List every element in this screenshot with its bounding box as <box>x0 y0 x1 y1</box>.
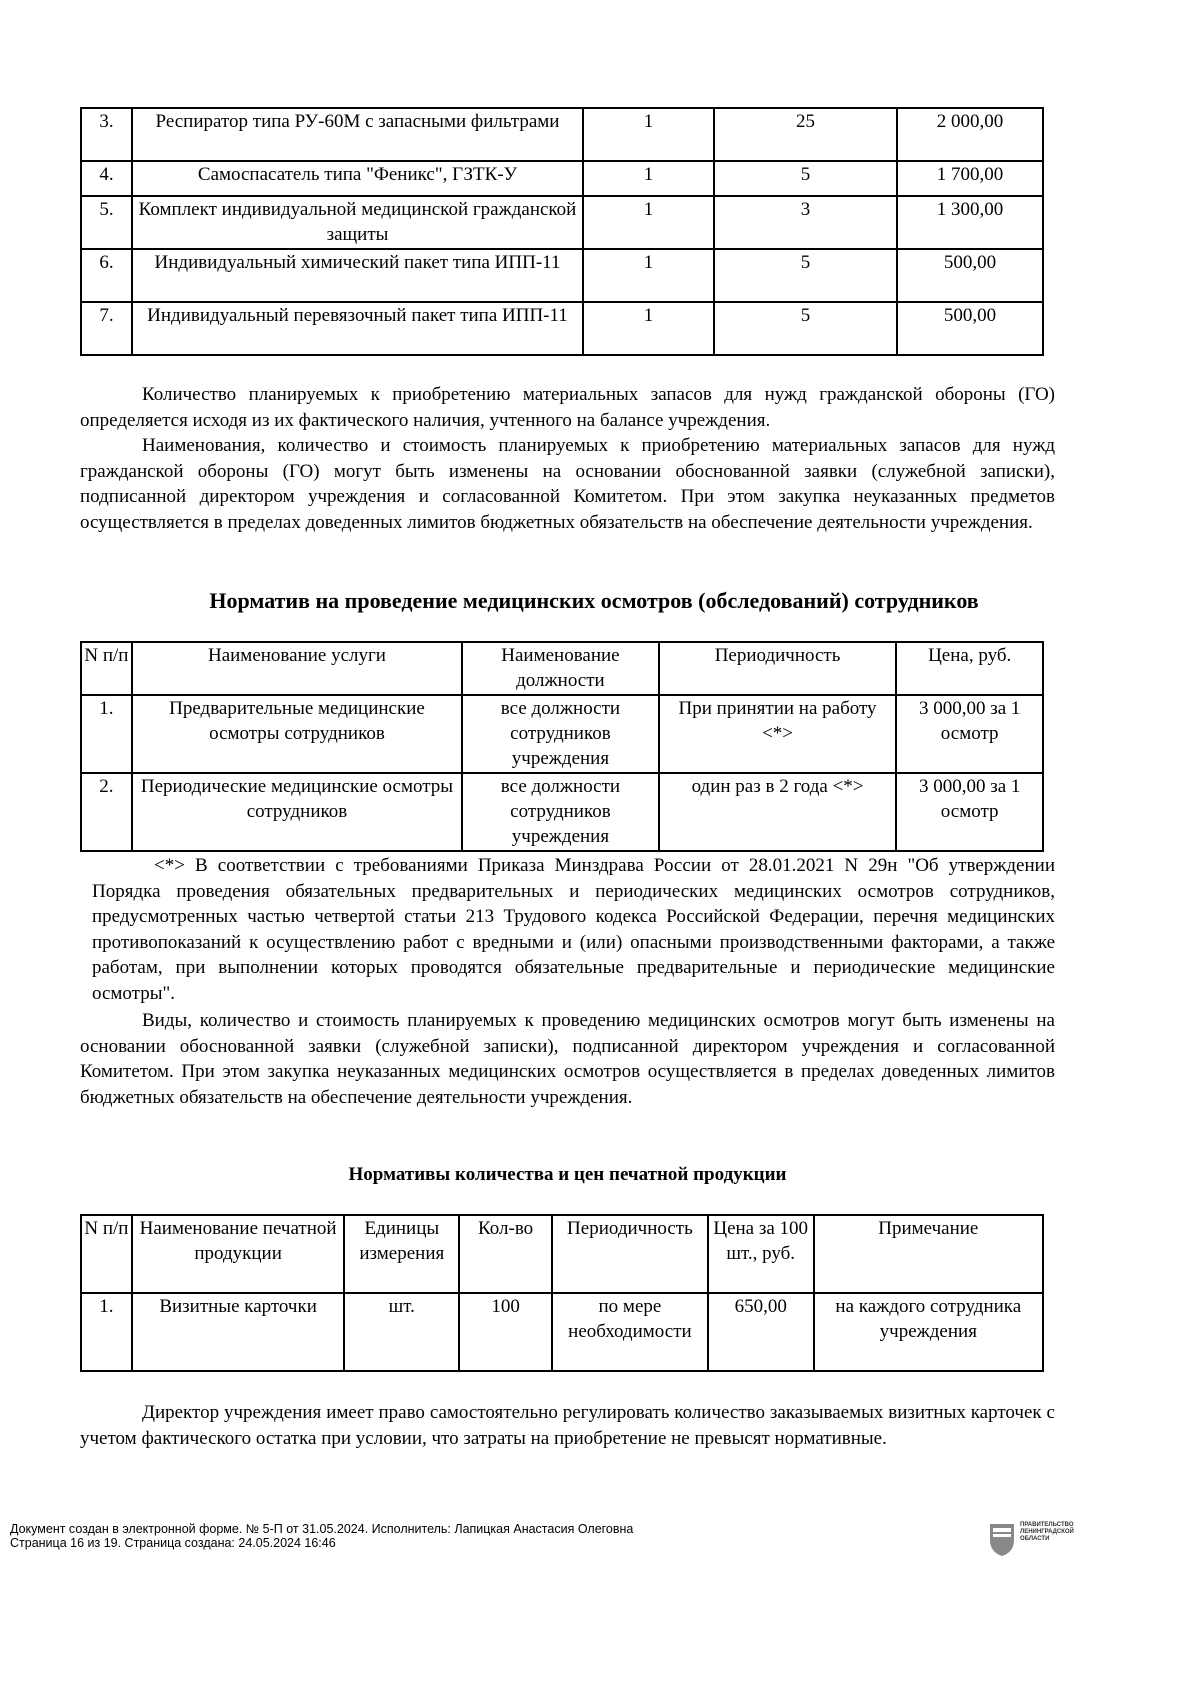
row-number: 3. <box>81 108 132 161</box>
footnote: <*> В соответствии с требованиями Приказа Минздрава России от 28.01.2021 N 29н "Об утверждении Порядка проведения обязательных предварительных и периодических медицинских осмотров сотрудников, предусмотренных частью четвертой статьи 213 Трудового кодекса Российской Федерации, перечня медицинских противопоказаний к осуществлению работ с вредными и (или) опасными производственными факторами, а также работам, при выполнении которых проводятся обязательные предварительные и периодические медицинские осмотры". <box>92 855 1055 1004</box>
civil-defense-table <box>80 107 1044 356</box>
service-name: Предварительные медицинские осмотры сотрудников <box>132 695 462 773</box>
column-header: Примечание <box>814 1215 1043 1293</box>
paragraph-medical-changes: Виды, количество и стоимость планируемых к проведению медицинских осмотров могут быть изменены на основании обоснованной заявки (служебной записки), подписанной директором учреждения и согласованной Комитетом. При этом закупка неуказанных медицинских осмотров осуществляется в пределах доведенных лимитов бюджетных обязательств на обеспечение деятельности учреждения. <box>80 1010 1055 1108</box>
service-price: 3 000,00 за 1 осмотр <box>896 695 1043 773</box>
item-value: 25 <box>714 108 897 161</box>
service-name: Периодические медицинские осмотры сотрудников <box>132 773 462 851</box>
column-header: Цена, руб. <box>896 642 1043 695</box>
item-price: 500,00 <box>897 249 1043 302</box>
column-header: Цена за 100 шт., руб. <box>708 1215 814 1293</box>
column-header: Наименование печатной продукции <box>132 1215 345 1293</box>
column-header: N п/п <box>81 642 132 695</box>
item-name: Самоспасатель типа "Феникс", ГЗТК-У <box>132 161 583 196</box>
medical-exam-table <box>80 641 1044 852</box>
position-name: все должности сотрудников учреждения <box>462 695 659 773</box>
table-row <box>81 249 1043 302</box>
item-value: 5 <box>714 161 897 196</box>
item-price: 1 700,00 <box>897 161 1043 196</box>
row-number: 1. <box>81 695 132 773</box>
item-name: Респиратор типа РУ-60М с запасными фильтрами <box>132 108 583 161</box>
paragraph-business-cards: Директор учреждения имеет право самостоятельно регулировать количество заказываемых визитных карточек с учетом фактического остатка при условии, что затраты на приобретение не превысят нормативные. <box>80 1402 1055 1449</box>
item-value: 1 <box>583 302 714 355</box>
column-header: Периодичность <box>659 642 897 695</box>
table-header-row <box>81 642 1043 695</box>
row-number: 2. <box>81 773 132 851</box>
service-price: 3 000,00 за 1 осмотр <box>896 773 1043 851</box>
row-number: 1. <box>81 1293 132 1371</box>
item-price: 1 300,00 <box>897 196 1043 249</box>
product-note: на каждого сотрудника учреждения <box>814 1293 1043 1371</box>
section-heading-medical: Норматив на проведение медицинских осмотров (обследований) сотрудников <box>209 588 979 613</box>
item-value: 1 <box>583 249 714 302</box>
periodicity: При принятии на работу <*> <box>659 695 897 773</box>
column-header: Наименование услуги <box>132 642 462 695</box>
paragraph-quantity: Количество планируемых к приобретению материальных запасов для нужд гражданской обороны (ГО) определяется исходя из их фактического наличия, учтенного на балансе учреждения. <box>80 384 1055 431</box>
table-row <box>81 196 1043 249</box>
product-unit: шт. <box>344 1293 459 1371</box>
item-value: 1 <box>583 196 714 249</box>
position-name: все должности сотрудников учреждения <box>462 773 659 851</box>
product-quantity: 100 <box>459 1293 552 1371</box>
product-name: Визитные карточки <box>132 1293 345 1371</box>
item-value: 1 <box>583 108 714 161</box>
table-row <box>81 161 1043 196</box>
row-number: 7. <box>81 302 132 355</box>
table-row <box>81 695 1043 773</box>
periodicity: один раз в 2 года <*> <box>659 773 897 851</box>
item-price: 500,00 <box>897 302 1043 355</box>
item-price: 2 000,00 <box>897 108 1043 161</box>
section-heading-print: Нормативы количества и цен печатной продукции <box>348 1164 787 1185</box>
column-header: Кол-во <box>459 1215 552 1293</box>
logo-text: ПРАВИТЕЛЬСТВО ЛЕНИНГРАДСКОЙ ОБЛАСТИ <box>1020 1522 1074 1542</box>
product-price: 650,00 <box>708 1293 814 1371</box>
table-row <box>81 773 1043 851</box>
row-number: 5. <box>81 196 132 249</box>
row-number: 4. <box>81 161 132 196</box>
row-number: 6. <box>81 249 132 302</box>
item-name: Комплект индивидуальной медицинской гражданской защиты <box>132 196 583 249</box>
table-row <box>81 108 1043 161</box>
table-row <box>81 302 1043 355</box>
item-name: Индивидуальный перевязочный пакет типа ИПП-11 <box>132 302 583 355</box>
column-header: Наименование должности <box>462 642 659 695</box>
item-value: 1 <box>583 161 714 196</box>
product-periodicity: по мере необходимости <box>552 1293 708 1371</box>
footer-line-2: Страница 16 из 19. Страница создана: 24.05.2024 16:46 <box>10 1536 336 1550</box>
paragraph-changes: Наименования, количество и стоимость планируемых к приобретению материальных запасов для нужд гражданской обороны (ГО) могут быть изменены на основании обоснованной заявки (служебной записки), подписанной директором учреждения и согласованной Комитетом. При этом закупка неуказанных предметов осуществляется в пределах доведенных лимитов бюджетных обязательств на обеспечение деятельности учреждения. <box>80 435 1055 533</box>
item-name: Индивидуальный химический пакет типа ИПП-11 <box>132 249 583 302</box>
column-header: Периодичность <box>552 1215 708 1293</box>
column-header: N п/п <box>81 1215 132 1293</box>
item-value: 3 <box>714 196 897 249</box>
table-row <box>81 1293 1043 1371</box>
item-value: 5 <box>714 249 897 302</box>
table-header-row <box>81 1215 1043 1293</box>
column-header: Единицы измерения <box>344 1215 459 1293</box>
footer-line-1: Документ создан в электронной форме. № 5-П от 31.05.2024. Исполнитель: Лапицкая Анастасия Олеговна <box>10 1522 634 1536</box>
item-value: 5 <box>714 302 897 355</box>
print-products-table <box>80 1214 1044 1372</box>
